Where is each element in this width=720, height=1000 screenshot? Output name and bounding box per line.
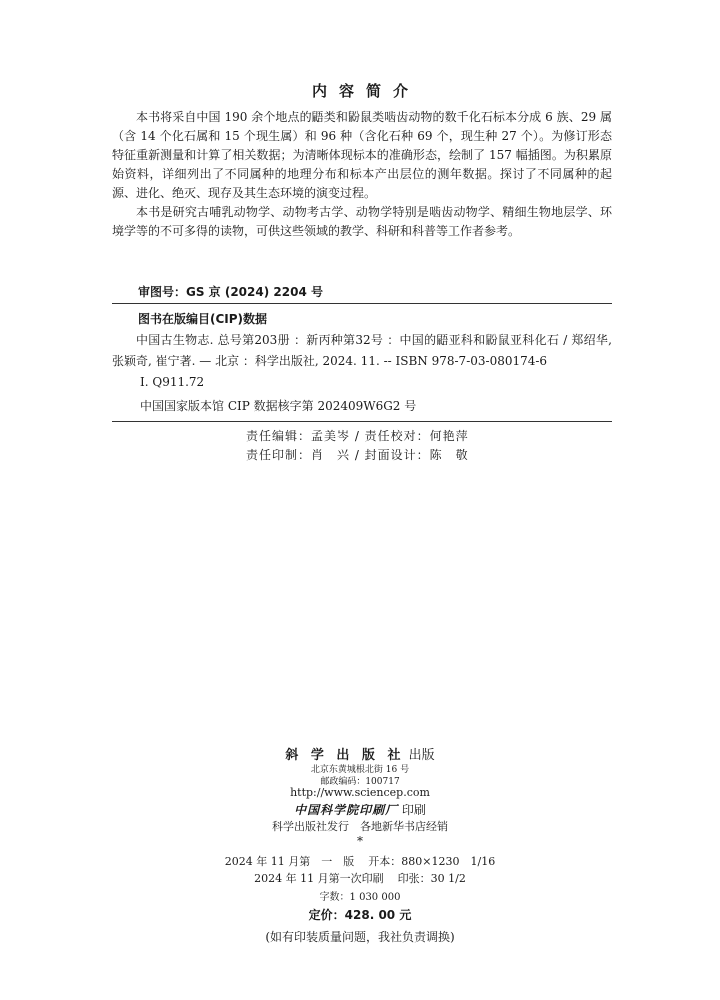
book-format: 开本：880×1230 1/16 [368,855,496,868]
cip-classification: Ⅰ. Q911.72 [140,375,205,389]
separator-star: * [357,834,363,848]
publisher-postcode: 邮政编码：100717 [320,777,400,787]
map-approval-number: 审图号：GS 京 (2024) 2204 号 [138,285,323,299]
edition-date: 2024 年 11 月第 一 版 [224,855,355,868]
word-count: 字数：1 030 000 [319,892,401,903]
printer-name: 中国科学院印刷厂 [294,803,399,817]
publisher-url: http://www.sciencep.com [290,786,430,799]
production-credits: 责任印制：肖 兴 / 封面设计：陈 敬 [246,448,469,462]
publisher-line [0,744,720,763]
editor-credits: 责任编辑：孟美岑 / 责任校对：何艳萍 [246,429,469,443]
intro-body [112,108,612,241]
price: 定价：428. 00 元 [308,908,412,922]
cip-record-number: 中国国家版本馆 CIP 数据核字第 202409W6G2 号 [140,399,417,413]
cip-top-divider [112,303,612,304]
publisher-suffix: 出版 [408,748,435,763]
printing-date: 2024 年 11 月第一次印刷 [254,872,384,885]
publisher-address: 北京东黄城根北街 16 号 [310,765,410,775]
printed-sheets: 印张：30 1/2 [397,872,466,885]
intro-paragraph: 本书将采自中国 190 余个地点的鼯类和鼢鼠类啮齿动物的数千化石标本分成 6 族、29 属（含 14 个化石属和 15 个现生属）和 96 种（含化石种 69 个，现生种 27 个）。为修订形态特征重新测量和计算了相关数据；为清晰体现标本的准确形态，绘制了 157 幅插图。为积累原始资料，详细列出了不同属种的地理分布和标本产出层位的测年数据。探讨了不同属种的起源、进化、绝灭、现存及其生态环境的演变过程。 [112,110,612,200]
quality-notice: (如有印装质量问题，我社负责调换) [265,930,455,944]
cip-heading: 图书在版编目(CIP)数据 [138,312,268,326]
printing-line [0,870,720,886]
distribution-line: 科学出版社发行 各地新华书店经销 [272,820,448,833]
intro-paragraph: 本书是研究古哺乳动物学、动物考古学、动物学特别是啮齿动物学、精细生物地层学、环境学等的不可多得的读物，可供这些领域的教学、科研和科普等工作者参考。 [112,205,612,238]
edition-line [0,853,720,869]
printer-line [0,801,720,818]
cip-entry: 中国古生物志. 总号第203册 ：新丙种第32号 ：中国的鼯亚科和鼢鼠亚科化石 / 郑绍华, 张颖奇, 崔宁著. — 北京 ：科学出版社, 2024. 11. -- ISBN 978-7-03-080174-6 [112,333,612,368]
intro-title: 内容简介 [311,82,420,100]
publisher-name: 斜 学 出 版 社 [285,748,405,763]
printer-suffix: 印刷 [401,803,426,817]
cip-bottom-divider [112,421,612,422]
